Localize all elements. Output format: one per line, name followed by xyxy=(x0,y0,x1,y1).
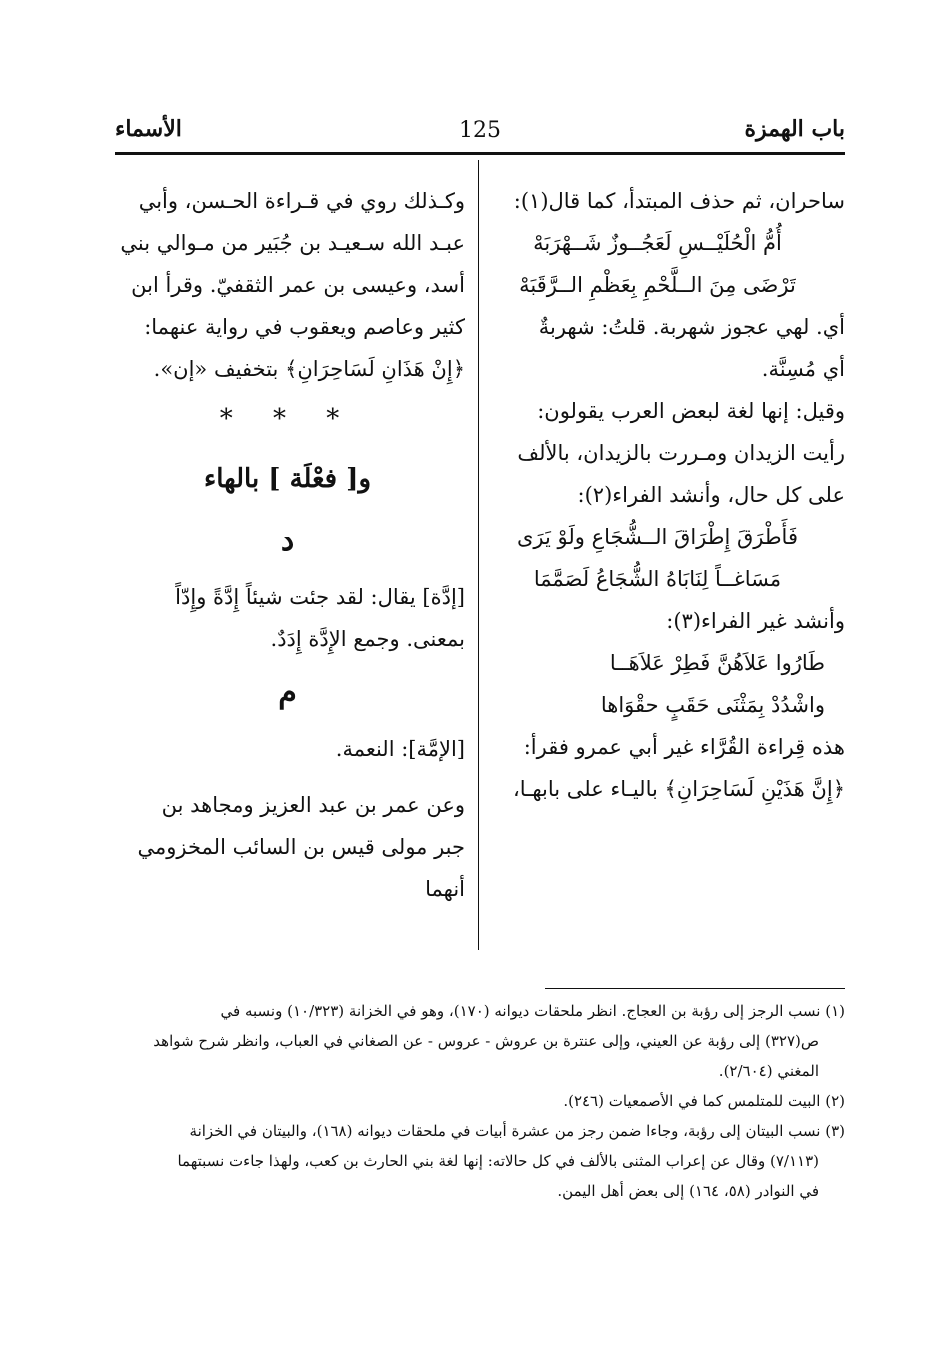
footnote-line: (١) نسب الرجز إلى رؤبة بن العجاج. انظر ملحقات ديوانه (١٧٠)، وهو في الخزانة (١٠/٣٢٣) ونسبه في xyxy=(220,1002,845,1020)
footnote-line: (٣) نسب البيتان إلى رؤبة، وجاءا ضمن رجز من عشرة أبيات في ملحقات ديوانه (١٦٨)، والبيتان في الخزانة xyxy=(189,1122,845,1140)
footnote-line: المغني (٢/٦٠٤). xyxy=(718,1062,819,1080)
text-line: أي. لهي عجوز شهربة. قلتُ: شهربةٌ xyxy=(538,315,845,339)
text-line: [الإمَّة]: النعمة. xyxy=(335,737,465,761)
text-line: على كل حال، وأنشد الفراء(٢): xyxy=(577,483,845,507)
footnote-line: ص(٣٢٧) إلى رؤبة عن العيني، وإلى عنترة بن عروش - عروس - عن الصغاني في العباب، وانظر شرح شواهد xyxy=(153,1032,819,1050)
text-line: وكـذلك روي في قـراءة الحـسن، وأبي xyxy=(138,189,465,213)
header-rule xyxy=(115,152,845,155)
text-line: وقيل: إنها لغة لبعض العرب يقولون: xyxy=(537,399,845,423)
footnote-line: (٢) البيت للمتلمس كما في الأصمعيات (٢٤٦). xyxy=(563,1092,845,1110)
section-heading: و[ فعْلَة ] بالهاء xyxy=(203,464,372,494)
text-line: رأيت الزيدان ومـررت بالزيدان، بالألف xyxy=(517,441,845,465)
column-divider xyxy=(478,160,479,950)
section-title: الأسماء xyxy=(115,116,182,142)
text-line: كثير وعاصم ويعقوب في رواية عنهما: xyxy=(144,315,465,339)
section-separator: * * * xyxy=(219,404,356,434)
chapter-title: باب الهمزة xyxy=(744,116,845,142)
letter-heading-mim: م xyxy=(278,675,297,710)
text-line: وأنشد غير الفراء(٣): xyxy=(666,609,845,633)
verse-line: أُمُّ الْحُلَيْــسِ لَعَجُــوزٌ شَــهْرَبَهْ xyxy=(533,231,782,255)
text-line: وعن عمر بن عبد العزيز ومجاهد بن xyxy=(161,793,465,817)
verse-line: طَارُوا عَلاَهُنَّ فَطِرْ عَلاَهَــا xyxy=(609,651,825,675)
letter-heading-dal: د xyxy=(280,523,295,558)
footnote-line: في النوادر (٥٨، ١٦٤) إلى بعض أهل اليمن. xyxy=(557,1182,819,1200)
verse-line: واشْدُدْ بِمَثْنَى حَقَبٍ حقْوَاها xyxy=(600,693,825,717)
page-number: 125 xyxy=(459,118,501,143)
page-header xyxy=(115,112,845,152)
text-line: أي مُسِنَّة. xyxy=(761,357,845,381)
verse-line: تَرْضَى مِنَ الــلَّحْمِ بِعَظْمِ الــرَّقَبَهْ xyxy=(519,273,796,297)
text-line: ساحران، ثم حذف المبتدأ، كما قال(١): xyxy=(513,189,845,213)
text-line: ﴿إِنْ هَذَانِ لَسَاحِرَانِ﴾ بتخفيف «إن». xyxy=(153,357,465,381)
left-column xyxy=(110,180,465,910)
text-line: بمعنى. وجمع الإِدَّة إِدَدٌ. xyxy=(270,627,465,651)
text-line: جبر مولى قيس بن السائب المخزومي أنهما xyxy=(137,835,465,901)
footnotes xyxy=(110,996,845,1206)
text-line: هذه قِراءة القُرَّاء غير أبي عمرو فقرأ: xyxy=(523,735,845,759)
text-line: ﴿إِنَّ هَذَيْنِ لَسَاحِرَانِ﴾ باليـاء على بابهـا، xyxy=(512,777,845,801)
text-line: عبـد الله سـعيـد بن جُبَير من مـوالي بني xyxy=(120,231,465,255)
footnote-line: (٧/١١٣) وقال عن إعراب المثنى بالألف في كل حالاته: إنها لغة بني الحارث بن كعب، ولهذا جاءت نسبتهما xyxy=(177,1152,819,1170)
verse-line: مَسَاغــاً لِنَابَاهُ الشُّجَاعُ لَصَمَّمَا xyxy=(533,567,782,591)
text-line: أسد، وعيسى بن عمر الثقفيّ. وقرأ ابن xyxy=(131,273,465,297)
right-column xyxy=(490,180,845,810)
text-line: [إدَّة] يقال: لقد جئت شيئاً إِدَّةً وإِدّاً xyxy=(175,585,465,609)
verse-line: فَأَطْرَقَ إِطْرَاقَ الــشُّجَاعِ ولَوْ يَرَى xyxy=(516,525,798,549)
footnote-rule xyxy=(545,988,845,989)
